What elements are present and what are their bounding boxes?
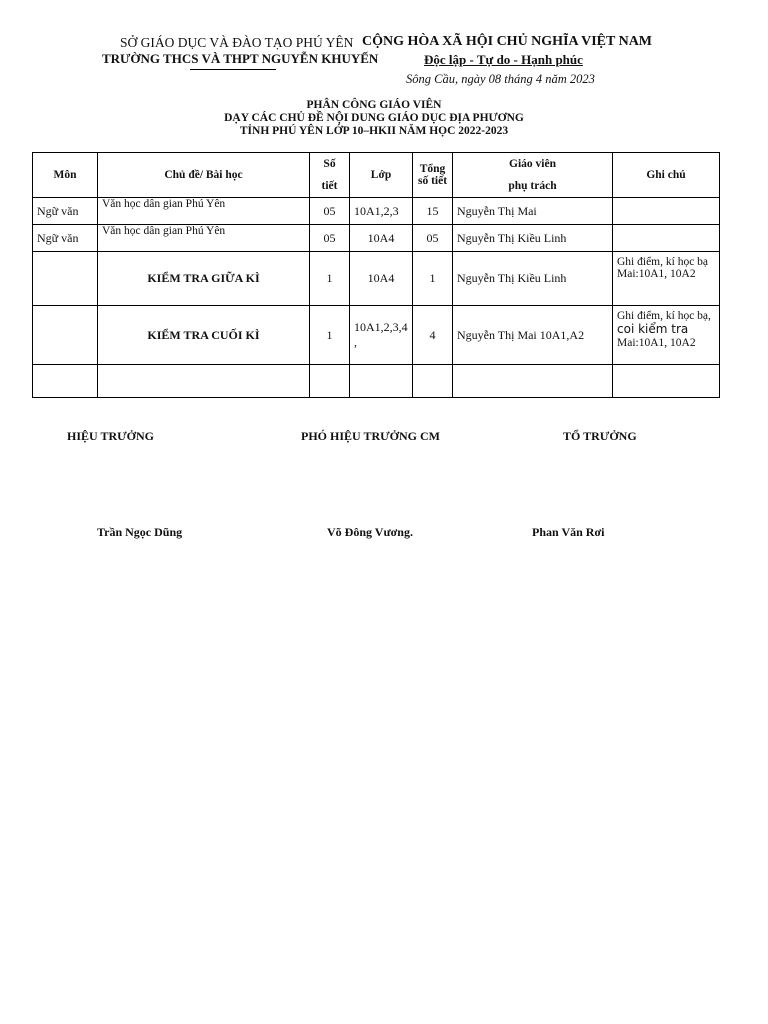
cell-giao-vien: Nguyễn Thị Kiều Linh (453, 252, 613, 306)
cell-mon: Ngữ văn (33, 198, 98, 225)
empty-cell (310, 365, 350, 398)
header-giao-vien: Giáo viên phụ trách (453, 153, 613, 198)
header-ghi-chu: Ghi chú (613, 153, 720, 198)
table-row-empty (33, 365, 720, 398)
document-title-line-1: PHÂN CÔNG GIÁO VIÊN (306, 99, 442, 111)
document-title-line-2: DẠY CÁC CHỦ ĐỀ NỘI DUNG GIÁO DỤC ĐỊA PHƯƠNG (224, 112, 524, 124)
cell-chu-de: Văn học dân gian Phú Yên (98, 198, 310, 225)
cell-ghi-chu (613, 198, 720, 225)
cell-giao-vien: Nguyễn Thị Kiều Linh (453, 225, 613, 252)
cell-lop: 10A1,2,3,4 , (350, 306, 413, 365)
cell-giao-vien: Nguyễn Thị Mai 10A1,A2 (453, 306, 613, 365)
table-row (33, 225, 720, 252)
motto: Độc lập - Tự do - Hạnh phúc (424, 52, 583, 67)
header-lop: Lớp (350, 153, 413, 198)
cell-so-tiet: 1 (310, 306, 350, 365)
country-name: CỘNG HÒA XÃ HỘI CHỦ NGHĨA VIỆT NAM (362, 34, 653, 49)
empty-cell (613, 365, 720, 398)
cell-mon (33, 252, 98, 306)
document-title-line-3: TỈNH PHÚ YÊN LỚP 10–HKII NĂM HỌC 2022-2023 (239, 125, 509, 137)
cell-chu-de: KIỂM TRA CUỐI KÌ (98, 306, 310, 365)
cell-mon (33, 306, 98, 365)
school-name: TRƯỜNG THCS VÀ THPT NGUYỄN KHUYẾN (102, 51, 379, 66)
cell-lop: 10A1,2,3 (350, 198, 413, 225)
assignment-table (32, 152, 720, 398)
header-chu-de: Chủ đề/ Bài học (98, 153, 310, 198)
cell-tong: 1 (413, 252, 453, 306)
signature-title-team-leader: TỔ TRƯỞNG (563, 429, 637, 443)
signature-name-team-leader: Phan Văn Rơi (532, 525, 605, 539)
header-underline (190, 69, 276, 70)
cell-mon: Ngữ văn (33, 225, 98, 252)
department-name: SỞ GIÁO DỤC VÀ ĐÀO TẠO PHÚ YÊN (120, 35, 354, 50)
empty-cell (33, 365, 98, 398)
cell-lop: 10A4 (350, 225, 413, 252)
header-so-tiet: Số tiết (310, 153, 350, 198)
cell-so-tiet: 05 (310, 198, 350, 225)
cell-chu-de: Văn học dân gian Phú Yên (98, 225, 310, 252)
document-date: Sông Cầu, ngày 08 tháng 4 năm 2023 (406, 72, 595, 86)
cell-ghi-chu: Ghi điểm, kí học bạ Mai:10A1, 10A2 (613, 252, 720, 306)
table-row (33, 252, 720, 306)
empty-cell (350, 365, 413, 398)
table-row (33, 306, 720, 365)
cell-ghi-chu (613, 225, 720, 252)
cell-so-tiet: 05 (310, 225, 350, 252)
signature-title-vice-principal: PHÓ HIỆU TRƯỞNG CM (301, 429, 441, 443)
cell-ghi-chu: Ghi điểm, kí học bạ, coi kiểm tra Mai:10A1, 10A2 (613, 306, 720, 365)
cell-so-tiet: 1 (310, 252, 350, 306)
signature-title-principal: HIỆU TRƯỞNG (67, 429, 155, 443)
empty-cell (453, 365, 613, 398)
signature-name-vice-principal: Võ Đông Vương. (327, 525, 413, 539)
cell-tong: 15 (413, 198, 453, 225)
header-tong-so-tiet: Tổng số tiết (413, 153, 453, 198)
cell-giao-vien: Nguyễn Thị Mai (453, 198, 613, 225)
table-row (33, 198, 720, 225)
empty-cell (413, 365, 453, 398)
cell-chu-de: KIỂM TRA GIỮA KÌ (98, 252, 310, 306)
cell-tong: 4 (413, 306, 453, 365)
table-header-row (33, 153, 720, 198)
signature-name-principal: Trần Ngọc Dũng (97, 525, 183, 539)
header-mon: Môn (33, 153, 98, 198)
empty-cell (98, 365, 310, 398)
cell-tong: 05 (413, 225, 453, 252)
cell-lop: 10A4 (350, 252, 413, 306)
